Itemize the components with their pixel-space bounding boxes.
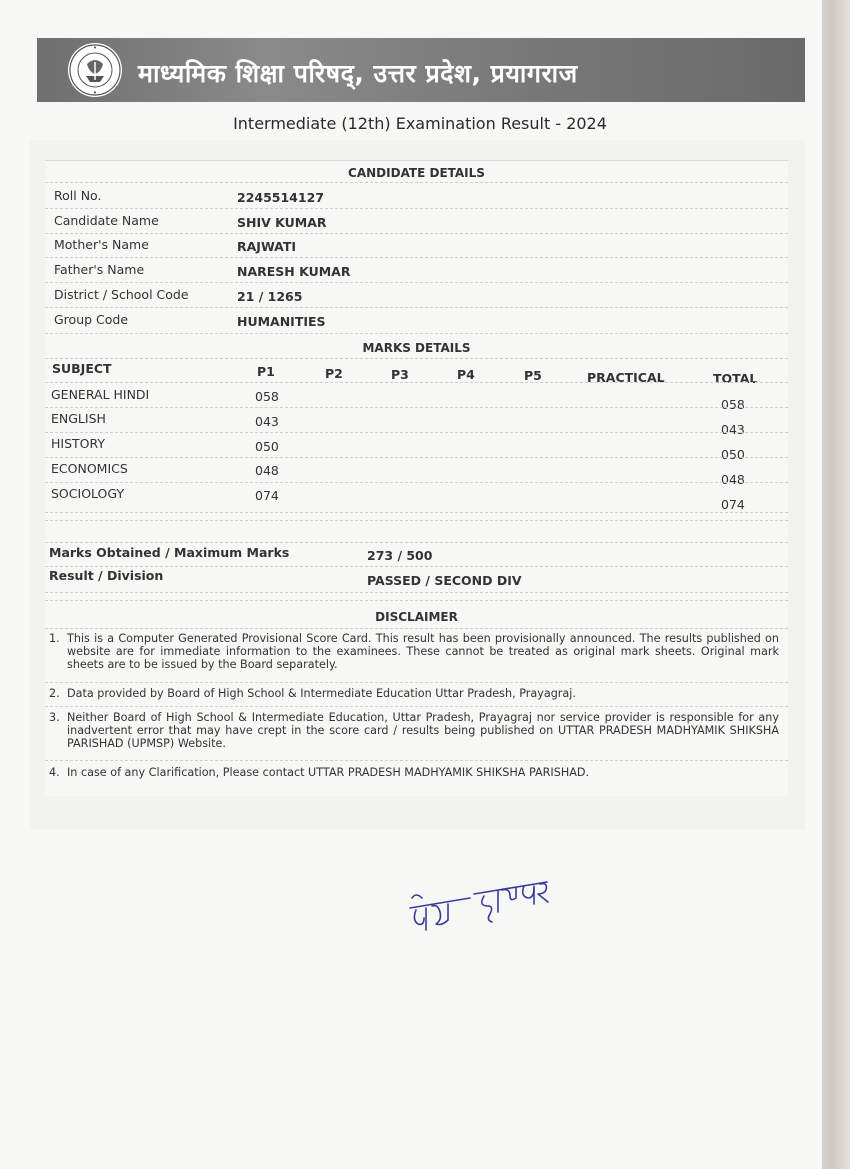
col-header-subject: SUBJECT (52, 361, 112, 376)
divider (45, 682, 788, 683)
divider (45, 233, 788, 234)
subject-name: HISTORY (51, 436, 106, 451)
subject-name: SOCIOLOGY (51, 486, 125, 501)
district-school-code-value: 21 / 1265 (237, 289, 303, 304)
disclaimer-number: 2. (49, 687, 60, 700)
up-government-emblem-icon (67, 42, 123, 98)
divider (45, 333, 788, 334)
divider (45, 282, 788, 283)
group-code-value: HUMANITIES (237, 314, 326, 329)
group-code-label: Group Code (54, 312, 129, 327)
marks-details-heading: MARKS DETAILS (362, 341, 471, 355)
subject-name: GENERAL HINDI (51, 387, 150, 402)
subject-p1: 048 (255, 463, 279, 478)
candidate-details-heading: CANDIDATE DETAILS (348, 166, 485, 180)
mother-name-label: Mother's Name (54, 237, 149, 252)
marks-obtained-label: Marks Obtained / Maximum Marks (49, 545, 290, 560)
divider (45, 208, 788, 209)
subject-total: 058 (721, 397, 745, 412)
disclaimer-heading: DISCLAIMER (375, 610, 458, 624)
subject-total: 050 (721, 447, 745, 462)
divider (45, 358, 788, 359)
disclaimer-number: 1. (49, 632, 60, 645)
paper-edge (820, 0, 850, 1169)
col-header-total: TOTAL (713, 371, 758, 386)
divider (45, 407, 788, 408)
col-header-p1: P1 (257, 364, 275, 379)
divider (45, 566, 788, 567)
divider (45, 382, 788, 383)
divider (45, 520, 788, 521)
disclaimer-text: Data provided by Board of High School & Intermediate Education Uttar Pradesh, Prayagraj. (67, 687, 576, 700)
divider (45, 592, 788, 593)
father-name-value: NARESH KUMAR (237, 264, 351, 279)
disclaimer-number: 4. (49, 766, 60, 779)
disclaimer-number: 3. (49, 711, 60, 724)
mother-name-value: RAJWATI (237, 239, 297, 254)
col-header-p5: P5 (524, 368, 542, 383)
divider (45, 307, 788, 308)
divider (45, 706, 788, 707)
father-name-label: Father's Name (54, 262, 145, 277)
candidate-name-value: SHIV KUMAR (237, 215, 327, 230)
disclaimer-item (49, 687, 779, 700)
col-header-practical: PRACTICAL (587, 370, 665, 385)
roll-no-value: 2245514127 (237, 190, 324, 205)
divider (45, 482, 788, 483)
disclaimer-text: In case of any Clarification, Please contact UTTAR PRADESH MADHYAMIK SHIKSHA PARISHAD. (67, 766, 590, 779)
disclaimer-item (49, 632, 779, 671)
result-division-value: PASSED / SECOND DIV (367, 573, 522, 588)
board-title: माध्यमिक शिक्षा परिषद्, उत्तर प्रदेश, प्रयागराज (138, 59, 578, 88)
subject-name: ENGLISH (51, 411, 106, 426)
disclaimer-text: Neither Board of High School & Intermediate Education, Uttar Pradesh, Prayagraj nor service provider is responsible for any inadvertent error that may have crept in the score card / results being published on UTTAR PRADESH MADHYAMIK SHIKSHA PARISHAD (UPMSP) Website. (67, 711, 779, 750)
divider (45, 182, 788, 183)
result-division-label: Result / Division (49, 568, 164, 583)
subject-p1: 074 (255, 488, 279, 503)
subject-p1: 043 (255, 414, 279, 429)
subject-total: 043 (721, 422, 745, 437)
divider (45, 628, 788, 629)
divider (45, 257, 788, 258)
disclaimer-item (49, 711, 779, 750)
district-school-code-label: District / School Code (54, 287, 189, 302)
disclaimer-text: This is a Computer Generated Provisional Score Card. This result has been provisionally announced. The results published on website are for immediate information to the examinees. These cannot be treated as original mark sheets. Original mark sheets are to be issued by the Board separately. (67, 632, 779, 671)
disclaimer-item (49, 766, 779, 779)
divider (45, 512, 788, 513)
subject-p1: 050 (255, 439, 279, 454)
divider (45, 457, 788, 458)
candidate-name-label: Candidate Name (54, 213, 159, 228)
divider (45, 600, 788, 601)
exam-title: Intermediate (12th) Examination Result - 2024 (233, 114, 607, 133)
col-header-p2: P2 (325, 366, 343, 381)
marks-obtained-value: 273 / 500 (367, 548, 433, 563)
col-header-p3: P3 (391, 367, 409, 382)
handwritten-signature (402, 868, 552, 938)
subject-total: 074 (721, 497, 745, 512)
subject-p1: 058 (255, 389, 279, 404)
roll-no-label: Roll No. (54, 188, 102, 203)
divider (45, 542, 788, 543)
subject-total: 048 (721, 472, 745, 487)
col-header-p4: P4 (457, 367, 475, 382)
result-card-inner (45, 160, 788, 796)
subject-name: ECONOMICS (51, 461, 128, 476)
divider (45, 432, 788, 433)
divider (45, 760, 788, 761)
